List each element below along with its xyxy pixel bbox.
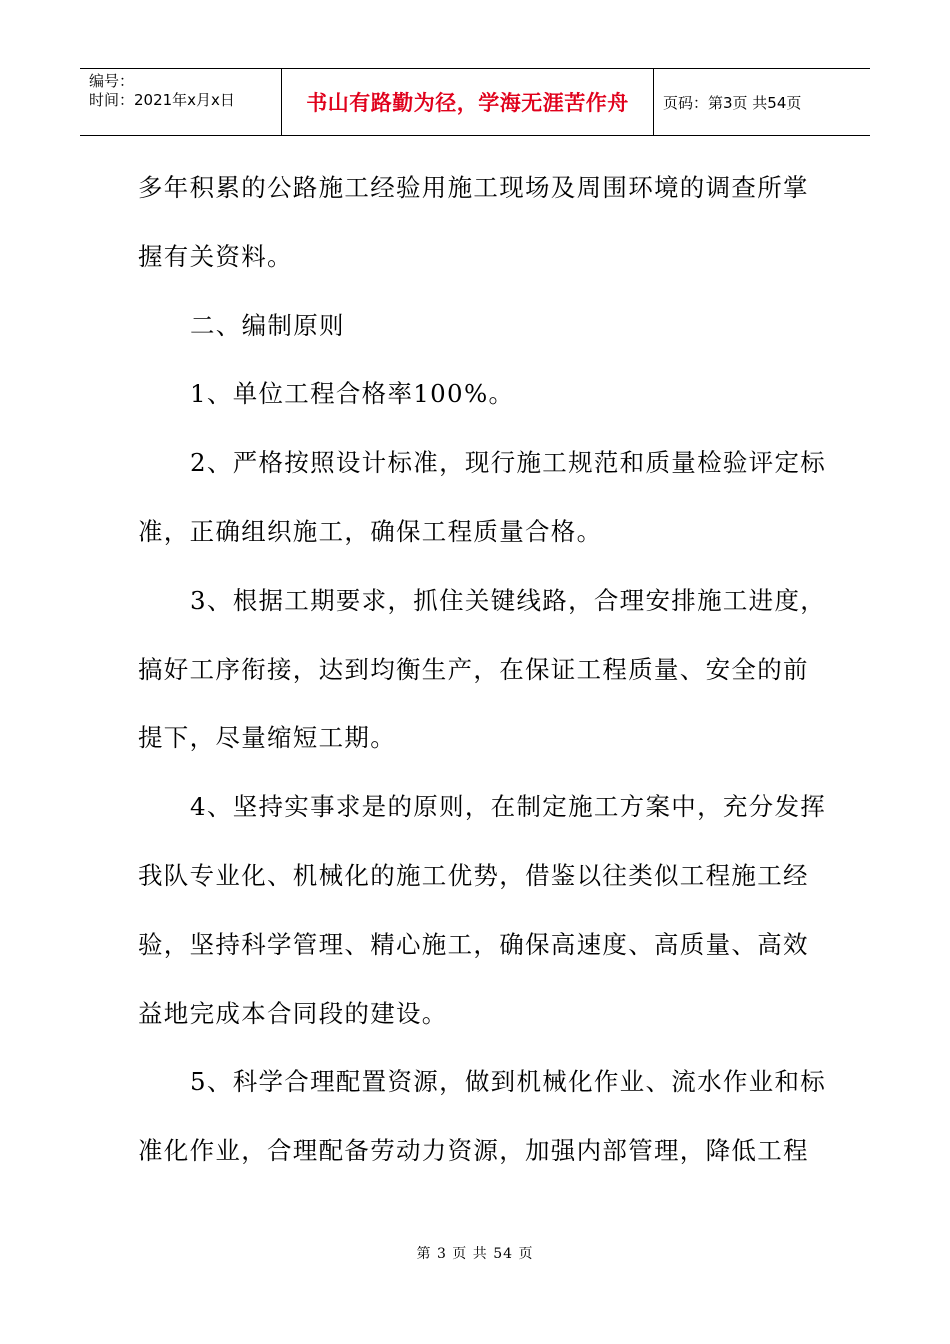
body-line: 多年积累的公路施工经验用施工现场及周围环境的调查所掌 [138, 173, 809, 202]
body-line: 5、科学合理配置资源，做到机械化作业、流水作业和标 [190, 1067, 827, 1097]
body-line: 4、坚持实事求是的原则，在制定施工方案中，充分发挥 [190, 792, 827, 822]
body-line: 3、根据工期要求，抓住关键线路，合理安排施工进度， [190, 585, 827, 615]
body-line: 提下，尽量缩短工期。 [138, 723, 396, 753]
body-line: 准，正确组织施工，确保工程质量合格。 [138, 516, 603, 546]
body-line: 握有关资料。 [138, 241, 293, 271]
body-line: 验，坚持科学管理、精心施工，确保高速度、高质量、高效 [138, 929, 809, 959]
document-body [138, 154, 827, 1186]
body-line: 1、单位工程合格率100%。 [190, 379, 515, 409]
document-date: 时间：2021年x月x日 [89, 91, 235, 109]
header-meta [80, 69, 282, 135]
page-footer: 第 3 页 共 54 页 [416, 1246, 534, 1262]
body-line: 我队专业化、机械化的施工优势，借鉴以往类似工程施工经 [138, 860, 809, 890]
header-motto: 书山有路勤为径，学海无涯苦作舟 [282, 69, 654, 135]
body-line: 益地完成本合同段的建设。 [138, 998, 448, 1028]
page-header [80, 68, 870, 136]
body-line: 准化作业，合理配备劳动力资源，加强内部管理，降低工程 [138, 1136, 809, 1166]
section-heading: 二、编制原则 [190, 310, 345, 340]
body-line: 2、严格按照设计标准，现行施工规范和质量检验评定标 [190, 448, 827, 478]
document-number: 编号： [89, 72, 135, 90]
body-line: 搞好工序衔接，达到均衡生产，在保证工程质量、安全的前 [138, 654, 809, 684]
header-page-info: 页码：第3页 共54页 [663, 93, 802, 112]
